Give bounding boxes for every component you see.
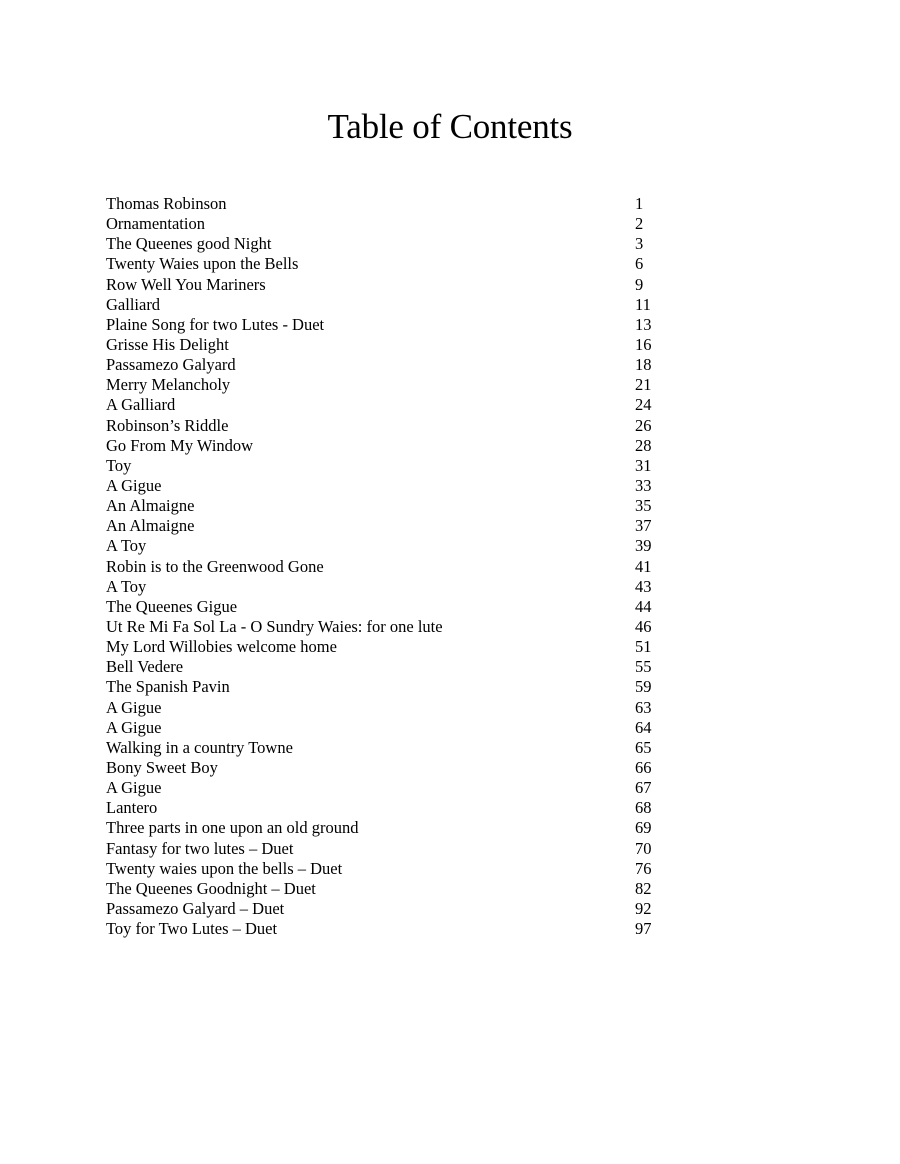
toc-entry-title: Twenty Waies upon the Bells [106, 254, 299, 274]
toc-entry-title: Ornamentation [106, 214, 205, 234]
toc-entry [106, 275, 666, 295]
toc-entry-page-number: 33 [635, 475, 652, 495]
toc-entry-title: Galliard [106, 294, 161, 314]
toc-entry-page-number: 44 [635, 596, 652, 616]
toc-entry-title: A Gigue [106, 475, 162, 495]
toc-entry-page-number: 67 [635, 778, 652, 798]
toc-entry-title: Fantasy for two lutes – Duet [106, 838, 294, 858]
toc-entry [106, 718, 666, 738]
toc-entry [106, 194, 666, 214]
toc-entry [106, 818, 666, 838]
toc-entry-title: Toy [106, 455, 132, 475]
toc-entry-page-number: 68 [635, 798, 652, 818]
toc-entry-title: Bony Sweet Boy [106, 757, 218, 777]
toc-entry-title: Go From My Window [106, 435, 254, 455]
toc-entry [106, 798, 666, 818]
toc-entry-title: Bell Vedere [106, 657, 184, 677]
toc-entry-title: Thomas Robinson [106, 194, 227, 213]
toc-entry-page-number: 9 [635, 274, 644, 294]
toc-entry [106, 738, 666, 758]
toc-entry-page-number: 43 [635, 576, 652, 596]
toc-entry-title: Row Well You Mariners [106, 274, 266, 294]
toc-entry-page-number: 65 [635, 737, 652, 757]
toc-entry-page-number: 55 [635, 657, 652, 677]
toc-entry [106, 919, 666, 939]
toc-entry [106, 456, 666, 476]
toc-entry-title: Merry Melancholy [106, 375, 231, 395]
toc-entry [106, 516, 666, 536]
toc-entry [106, 476, 666, 496]
toc-entry-page-number: 21 [635, 375, 652, 395]
toc-entry [106, 295, 666, 315]
toc-entry-page-number: 6 [635, 254, 644, 274]
toc-entry-title: A Galliard [106, 395, 176, 415]
toc-entry [106, 496, 666, 516]
toc-entry-page-number: 37 [635, 516, 652, 536]
page-title: Table of Contents [327, 107, 573, 146]
toc-entry-page-number: 35 [635, 496, 652, 516]
toc-entry [106, 879, 666, 899]
toc-entry-page-number: 51 [635, 637, 652, 657]
toc-entry-title: Ut Re Mi Fa Sol La - O Sundry Waies: for one lute [106, 616, 443, 636]
table-of-contents [106, 194, 666, 939]
toc-entry-title: Robinson’s Riddle [106, 415, 229, 435]
toc-entry-title: The Queenes Gigue [106, 596, 238, 616]
toc-entry-title: A Toy [106, 536, 147, 556]
toc-entry-page-number: 63 [635, 697, 652, 717]
toc-entry-title: A Gigue [106, 697, 162, 717]
toc-entry-page-number: 31 [635, 455, 652, 475]
toc-entry-page-number: 11 [635, 294, 651, 314]
toc-entry-page-number: 69 [635, 818, 652, 838]
toc-entry [106, 577, 666, 597]
toc-entry [106, 597, 666, 617]
toc-entry-page-number: 1 [635, 194, 644, 213]
toc-entry [106, 617, 666, 637]
toc-entry [106, 234, 666, 254]
toc-entry-title: Robin is to the Greenwood Gone [106, 556, 324, 576]
toc-entry-title: The Queenes good Night [106, 234, 272, 254]
toc-entry-title: Passamezo Galyard – Duet [106, 898, 285, 918]
toc-entry-page-number: 92 [635, 898, 652, 918]
toc-entry-page-number: 46 [635, 616, 652, 636]
toc-entry [106, 637, 666, 657]
toc-entry-page-number: 66 [635, 757, 652, 777]
toc-entry [106, 698, 666, 718]
toc-entry-title: Twenty waies upon the bells – Duet [106, 858, 343, 878]
toc-entry-title: Lantero [106, 798, 158, 818]
toc-entry-title: The Spanish Pavin [106, 677, 230, 697]
toc-entry-title: A Gigue [106, 717, 162, 737]
toc-entry-page-number: 39 [635, 536, 652, 556]
toc-entry-title: Passamezo Galyard [106, 355, 236, 375]
toc-entry-page-number: 64 [635, 717, 652, 737]
toc-entry-title: A Gigue [106, 778, 162, 798]
toc-entry-page-number: 76 [635, 858, 652, 878]
toc-entry [106, 416, 666, 436]
toc-entry-page-number: 3 [635, 234, 644, 254]
toc-entry-title: An Almaigne [106, 496, 195, 516]
toc-entry-title: Three parts in one upon an old ground [106, 818, 359, 838]
toc-entry-title: Plaine Song for two Lutes - Duet [106, 314, 325, 334]
toc-entry-page-number: 24 [635, 395, 652, 415]
toc-entry [106, 859, 666, 879]
toc-entry [106, 315, 666, 335]
toc-entry-title: Grisse His Delight [106, 334, 229, 354]
toc-entry [106, 839, 666, 859]
toc-entry [106, 657, 666, 677]
toc-entry-title: A Toy [106, 576, 147, 596]
toc-entry [106, 758, 666, 778]
toc-entry-title: An Almaigne [106, 516, 195, 536]
toc-entry [106, 335, 666, 355]
toc-entry-title: Walking in a country Towne [106, 737, 293, 757]
toc-entry-page-number: 97 [635, 919, 652, 939]
toc-entry [106, 557, 666, 577]
toc-entry [106, 899, 666, 919]
toc-entry-title: The Queenes Goodnight – Duet [106, 878, 316, 898]
toc-entry-title: My Lord Willobies welcome home [106, 637, 337, 657]
toc-entry-page-number: 41 [635, 556, 652, 576]
toc-entry-page-number: 59 [635, 677, 652, 697]
toc-entry [106, 254, 666, 274]
toc-entry-page-number: 70 [635, 838, 652, 858]
toc-entry [106, 436, 666, 456]
toc-entry [106, 214, 666, 234]
toc-entry-page-number: 82 [635, 878, 652, 898]
toc-entry-title: Toy for Two Lutes – Duet [106, 919, 278, 939]
toc-entry [106, 395, 666, 415]
toc-entry-page-number: 28 [635, 435, 652, 455]
toc-entry-page-number: 16 [635, 334, 652, 354]
toc-entry [106, 677, 666, 697]
toc-entry-page-number: 18 [635, 355, 652, 375]
toc-entry-page-number: 2 [635, 214, 644, 234]
toc-entry [106, 536, 666, 556]
toc-entry [106, 355, 666, 375]
toc-entry-page-number: 13 [635, 314, 652, 334]
toc-entry [106, 375, 666, 395]
toc-entry [106, 778, 666, 798]
toc-entry-page-number: 26 [635, 415, 652, 435]
